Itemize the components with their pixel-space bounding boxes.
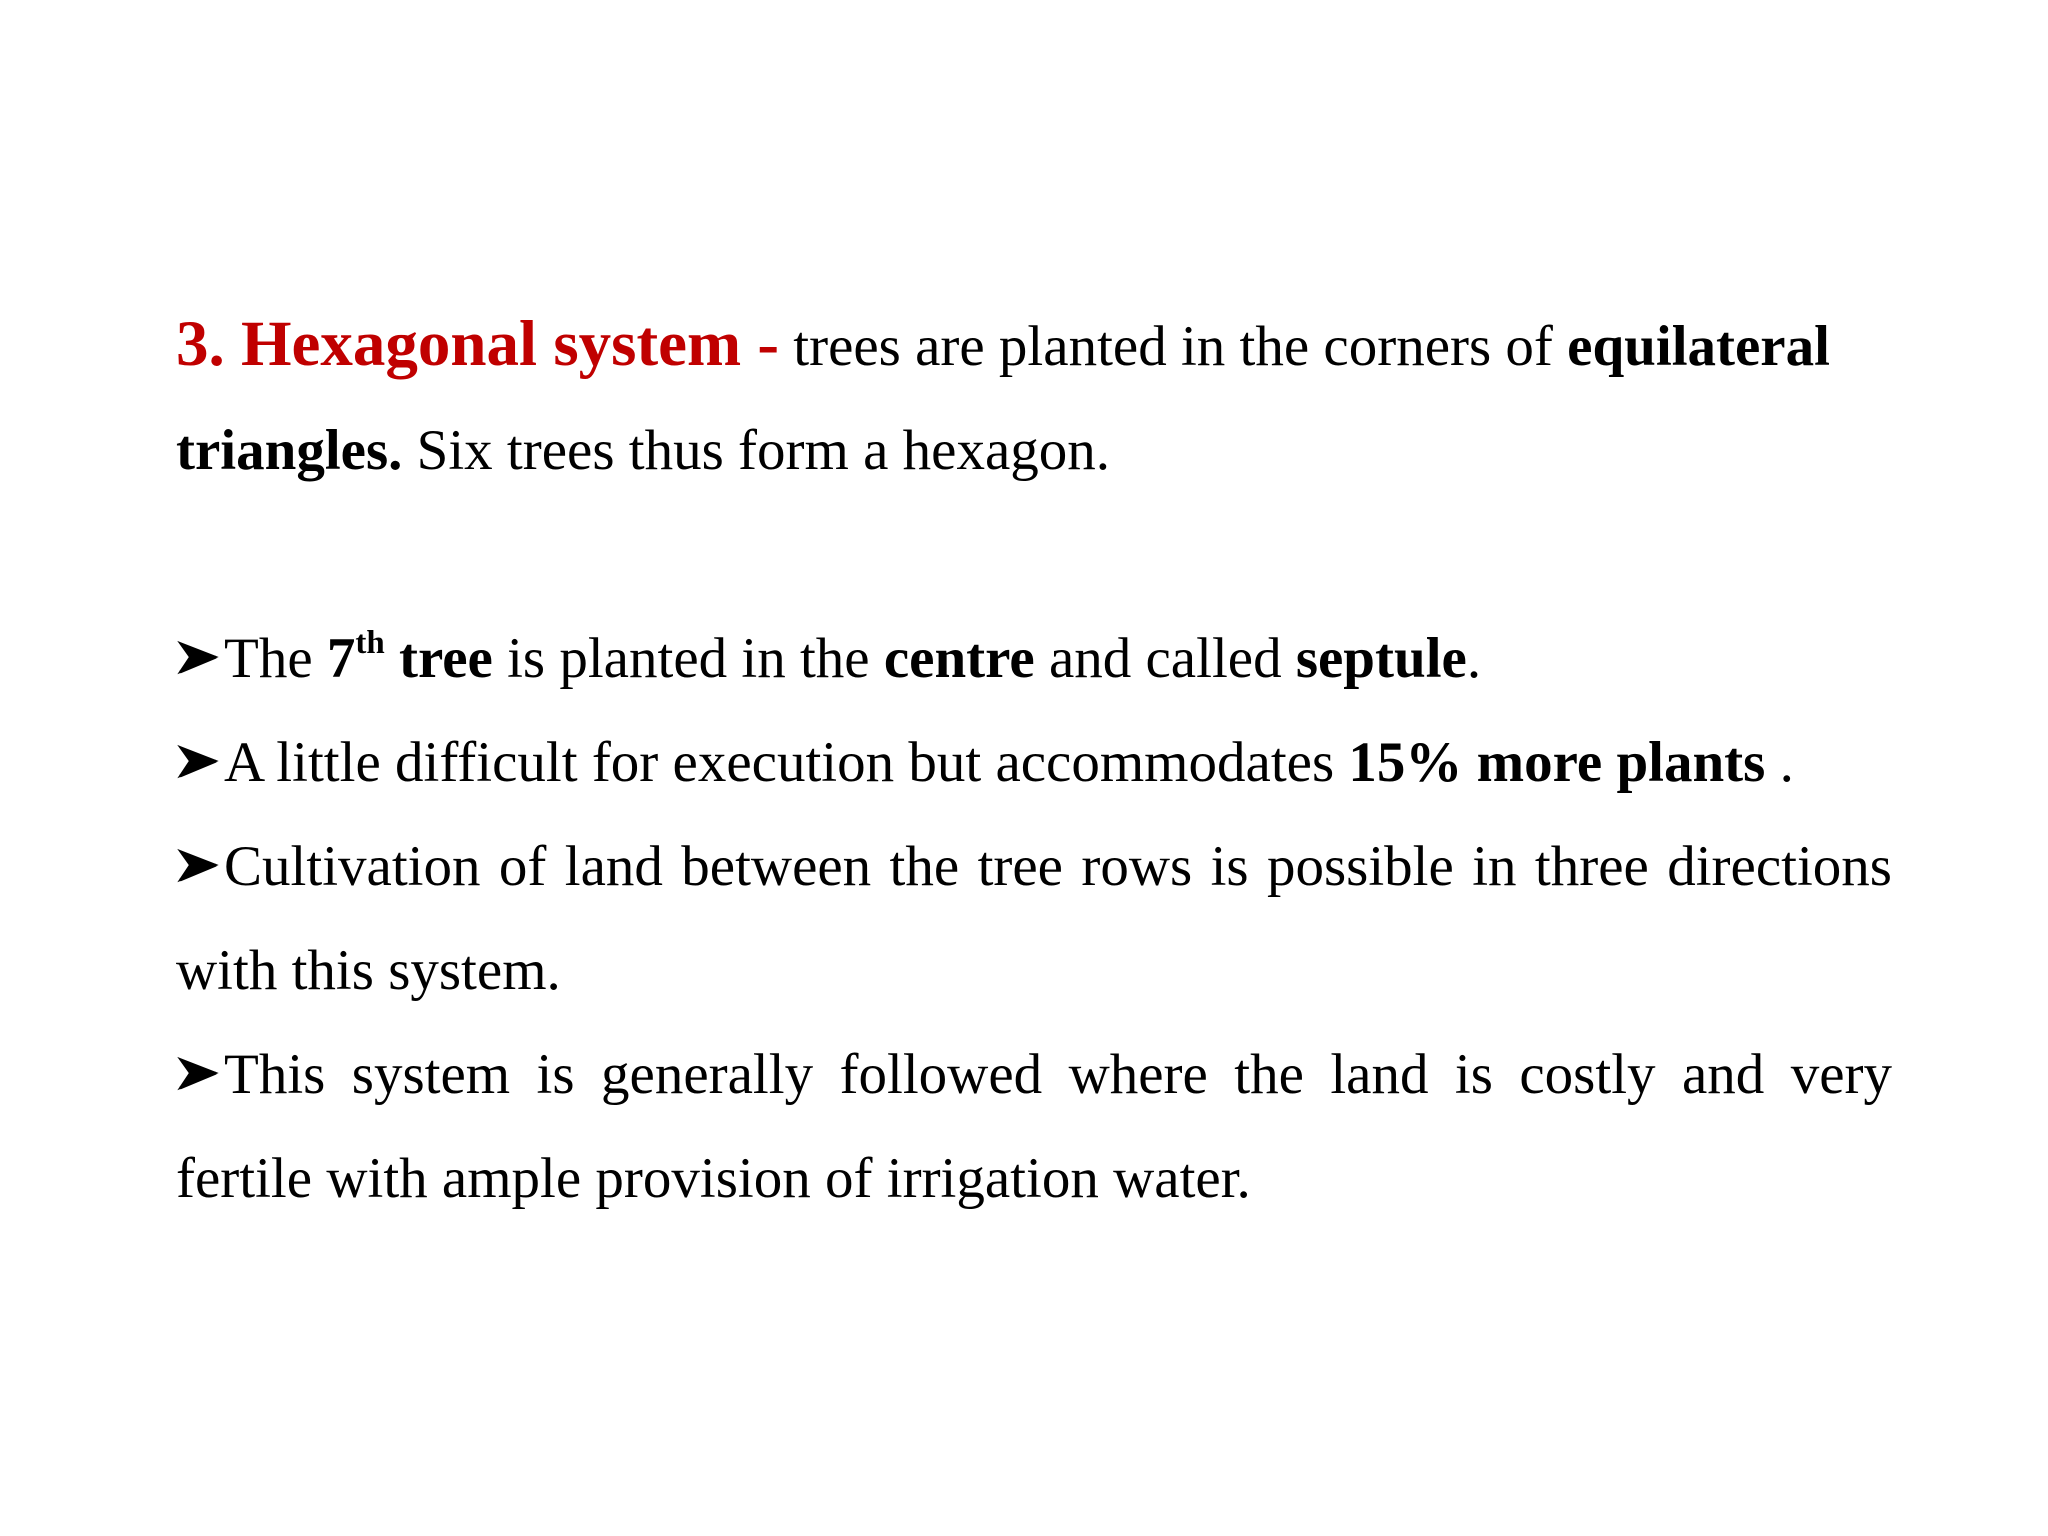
bullet-text: .: [1765, 731, 1794, 794]
spacer: [176, 503, 1892, 607]
arrowhead-bullet-icon: [176, 743, 222, 783]
bullet-bold-text: tree: [384, 627, 493, 690]
bullet-text: .: [1466, 627, 1482, 690]
arrowhead-bullet-icon: [176, 639, 222, 679]
bullet-text: A little difficult for execution but accommodates: [224, 731, 1349, 794]
bullet-item: [176, 1023, 1892, 1231]
bullet-item: [176, 711, 1892, 815]
slide-content: [176, 292, 1892, 1231]
bullet-item: [176, 607, 1892, 711]
bullet-list: [176, 607, 1892, 1231]
bullet-text: is planted in the: [492, 627, 884, 690]
bullet-text: Cultivation of land between the tree rows is possible in three directions with this system.: [176, 835, 1892, 1002]
bullet-text: and called: [1034, 627, 1296, 690]
heading-intro-text: trees are planted in the corners of: [779, 315, 1568, 378]
bullet-bold-text: 15% more plants: [1348, 731, 1766, 794]
bullet-text: The: [224, 627, 327, 690]
bullet-item: [176, 815, 1892, 1023]
bullet-bold-text: septule: [1295, 627, 1467, 690]
bullet-bold-text: 7: [326, 627, 356, 690]
heading-bold-term: equilateral triangles.: [176, 315, 1830, 482]
bullet-text: This system is generally followed where the land is costly and very fertile with ample provision of irrigation water.: [176, 1043, 1892, 1210]
bullet-bold-text: centre: [883, 627, 1035, 690]
heading-paragraph: [176, 292, 1892, 503]
heading-tail-text: Six trees thus form a hexagon.: [402, 419, 1110, 482]
ordinal-superscript: th: [355, 625, 385, 661]
arrowhead-bullet-icon: [176, 847, 222, 887]
arrowhead-bullet-icon: [176, 1055, 222, 1095]
section-title: 3. Hexagonal system -: [176, 308, 779, 380]
